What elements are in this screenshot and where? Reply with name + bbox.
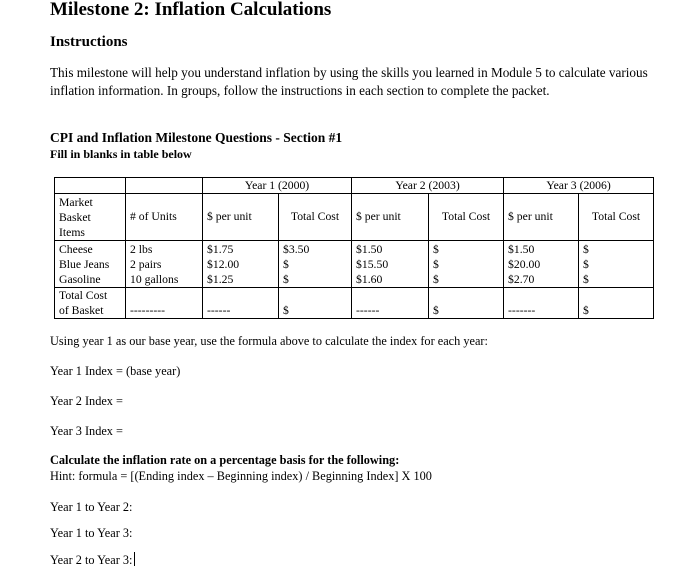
basket-y3-total-cell[interactable]: $ (579, 288, 654, 319)
y2-total-header: Total Cost (429, 194, 504, 241)
unit-value: 10 gallons (130, 272, 179, 286)
price-value: $12.00 (207, 257, 240, 271)
y1-total-header: Total Cost (279, 194, 352, 241)
page-title: Milestone 2: Inflation Calculations (50, 0, 332, 20)
rate-line-2-3[interactable] (50, 552, 135, 568)
y2-per-unit-header: $ per unit (352, 194, 429, 241)
y3-per-unit-header: $ per unit (504, 194, 579, 241)
unit-value: 2 pairs (130, 257, 162, 271)
total-blank[interactable]: $ (583, 257, 589, 271)
total-value: $3.50 (283, 242, 310, 256)
price-value: $1.50 (356, 242, 383, 256)
year3-index-line[interactable]: Year 3 Index = (50, 424, 123, 438)
rate-hint: Hint: formula = [(Ending index – Beginning index) / Beginning Index] X 100 (50, 469, 432, 483)
item-name: Blue Jeans (59, 257, 110, 271)
y1-price-cell (203, 241, 279, 288)
market-header-line: Market (59, 195, 93, 209)
basket-total-row (55, 288, 654, 319)
item-name: Gasoline (59, 272, 101, 286)
header-blank-cell (126, 178, 203, 194)
rate-line-1-2[interactable]: Year 1 to Year 2: (50, 500, 133, 514)
year-header-row (55, 178, 654, 194)
intro-paragraph[interactable]: This milestone will help you understand inflation by using the skills you learned in Module 5 to calculate various inflation information. In groups, follow the instructions in each section to complete the packet. (50, 65, 648, 98)
total-blank[interactable]: $ (583, 272, 589, 286)
total-blank[interactable]: $ (583, 242, 589, 256)
basket-y2-price-cell: ------ (352, 288, 429, 319)
basket-units-cell: --------- (126, 288, 203, 319)
basket-y3-price-cell: ------- (504, 288, 579, 319)
basket-y1-total-cell[interactable]: $ (279, 288, 352, 319)
basket-label-cell (55, 288, 126, 319)
market-header-line: Basket (59, 210, 91, 224)
rate-line-1-3[interactable]: Year 1 to Year 3: (50, 526, 133, 540)
price-value: $1.50 (508, 242, 535, 256)
item-name: Cheese (59, 242, 93, 256)
year2-header: Year 2 (2003) (352, 178, 504, 194)
column-header-row (55, 194, 654, 241)
index-prompt: Using year 1 as our base year, use the formula above to calculate the index for each year: (50, 334, 488, 348)
price-value: $15.50 (356, 257, 389, 271)
units-cell (126, 241, 203, 288)
market-basket-table (54, 177, 654, 319)
price-value: $2.70 (508, 272, 535, 286)
y2-price-cell (352, 241, 429, 288)
y3-total-header: Total Cost (579, 194, 654, 241)
market-basket-header (55, 194, 126, 241)
unit-value: 2 lbs (130, 242, 153, 256)
total-blank[interactable]: $ (283, 272, 289, 286)
y1-total-cell[interactable] (279, 241, 352, 288)
y3-total-cell[interactable] (579, 241, 654, 288)
year1-index-line[interactable]: Year 1 Index = (base year) (50, 364, 181, 378)
y2-total-cell[interactable] (429, 241, 504, 288)
basket-y1-price-cell: ------ (203, 288, 279, 319)
header-blank-cell (55, 178, 126, 194)
total-blank[interactable]: $ (433, 242, 439, 256)
total-blank[interactable]: $ (433, 272, 439, 286)
units-header: # of Units (126, 194, 203, 241)
total-blank[interactable]: $ (283, 257, 289, 271)
rate-heading: Calculate the inflation rate on a percentage basis for the following: (50, 453, 400, 467)
section-title: CPI and Inflation Milestone Questions - Section #1 (50, 130, 343, 145)
price-value: $1.60 (356, 272, 383, 286)
items-cell (55, 241, 126, 288)
basket-y2-total-cell[interactable]: $ (429, 288, 504, 319)
y3-price-cell (504, 241, 579, 288)
text-cursor (134, 552, 135, 566)
year3-header: Year 3 (2006) (504, 178, 654, 194)
price-value: $1.25 (207, 272, 234, 286)
items-block-row (55, 241, 654, 288)
year1-header: Year 1 (2000) (203, 178, 352, 194)
total-blank[interactable]: $ (433, 257, 439, 271)
price-value: $1.75 (207, 242, 234, 256)
basket-label-line: Total Cost (59, 289, 108, 302)
market-header-line: Items (59, 225, 85, 239)
basket-label-line: of Basket (59, 304, 104, 317)
year2-index-line[interactable]: Year 2 Index = (50, 394, 123, 408)
section-subtitle: Fill in blanks in table below (50, 147, 192, 161)
price-value: $20.00 (508, 257, 541, 271)
y1-per-unit-header: $ per unit (203, 194, 279, 241)
instructions-heading: Instructions (50, 34, 128, 50)
rate-line-2-3-label: Year 2 to Year 3: (50, 553, 133, 567)
